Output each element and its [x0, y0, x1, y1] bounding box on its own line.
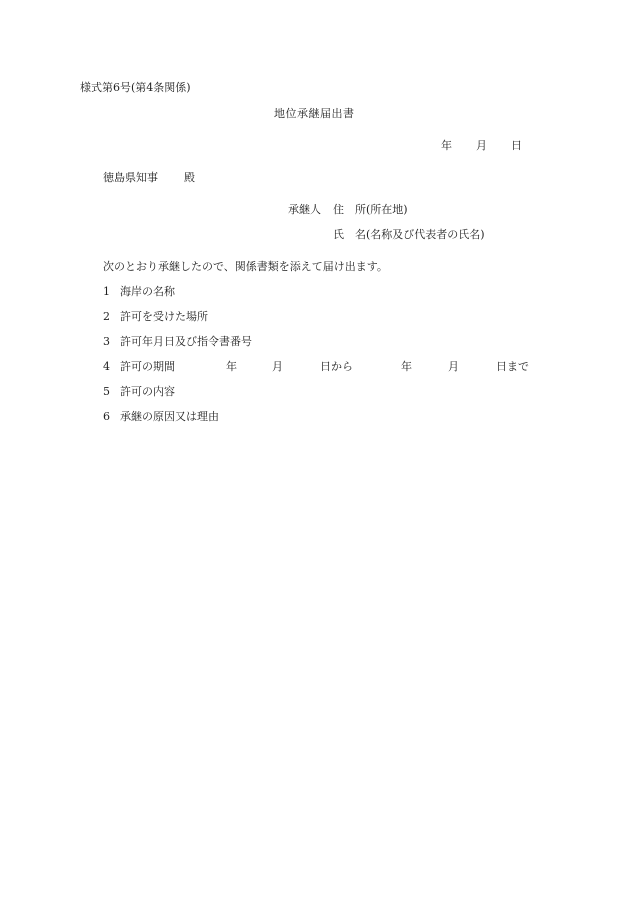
item-number: 5 — [103, 385, 110, 398]
form-number: 様式第6号(第4条関係) — [80, 81, 191, 94]
item-label: 許可年月日及び指令書番号 — [120, 335, 252, 348]
item-label: 許可の内容 — [120, 385, 175, 398]
period-start-day-label: 日から — [320, 360, 353, 373]
item-label: 海岸の名称 — [120, 285, 175, 298]
item-number: 4 — [103, 360, 110, 373]
date-year-label: 年 — [441, 139, 452, 152]
item-label: 許可を受けた場所 — [120, 310, 208, 323]
date-month-label: 月 — [476, 139, 487, 152]
period-end-month-label: 月 — [448, 360, 459, 373]
date-day-label: 日 — [511, 139, 522, 152]
successor-label: 承継人 — [288, 203, 321, 216]
period-start-year-label: 年 — [226, 360, 237, 373]
honorific: 殿 — [184, 171, 195, 184]
item-number: 3 — [103, 335, 110, 348]
item-number: 2 — [103, 310, 110, 323]
period-end-year-label: 年 — [401, 360, 412, 373]
document-title: 地位承継届出書 — [274, 107, 355, 120]
item-number: 6 — [103, 410, 110, 423]
item-label: 承継の原因又は理由 — [120, 410, 219, 423]
successor-name-label: 氏 名(名称及び代表者の氏名) — [333, 228, 485, 241]
period-end-day-label: 日まで — [496, 360, 529, 373]
addressee: 徳島県知事 — [103, 171, 158, 184]
successor-address-label: 住 所(所在地) — [333, 203, 408, 216]
intro-text: 次のとおり承継したので、関係書類を添えて届け出ます。 — [103, 260, 388, 273]
period-start-month-label: 月 — [272, 360, 283, 373]
item-label: 許可の期間 — [120, 360, 175, 373]
item-number: 1 — [103, 285, 110, 298]
